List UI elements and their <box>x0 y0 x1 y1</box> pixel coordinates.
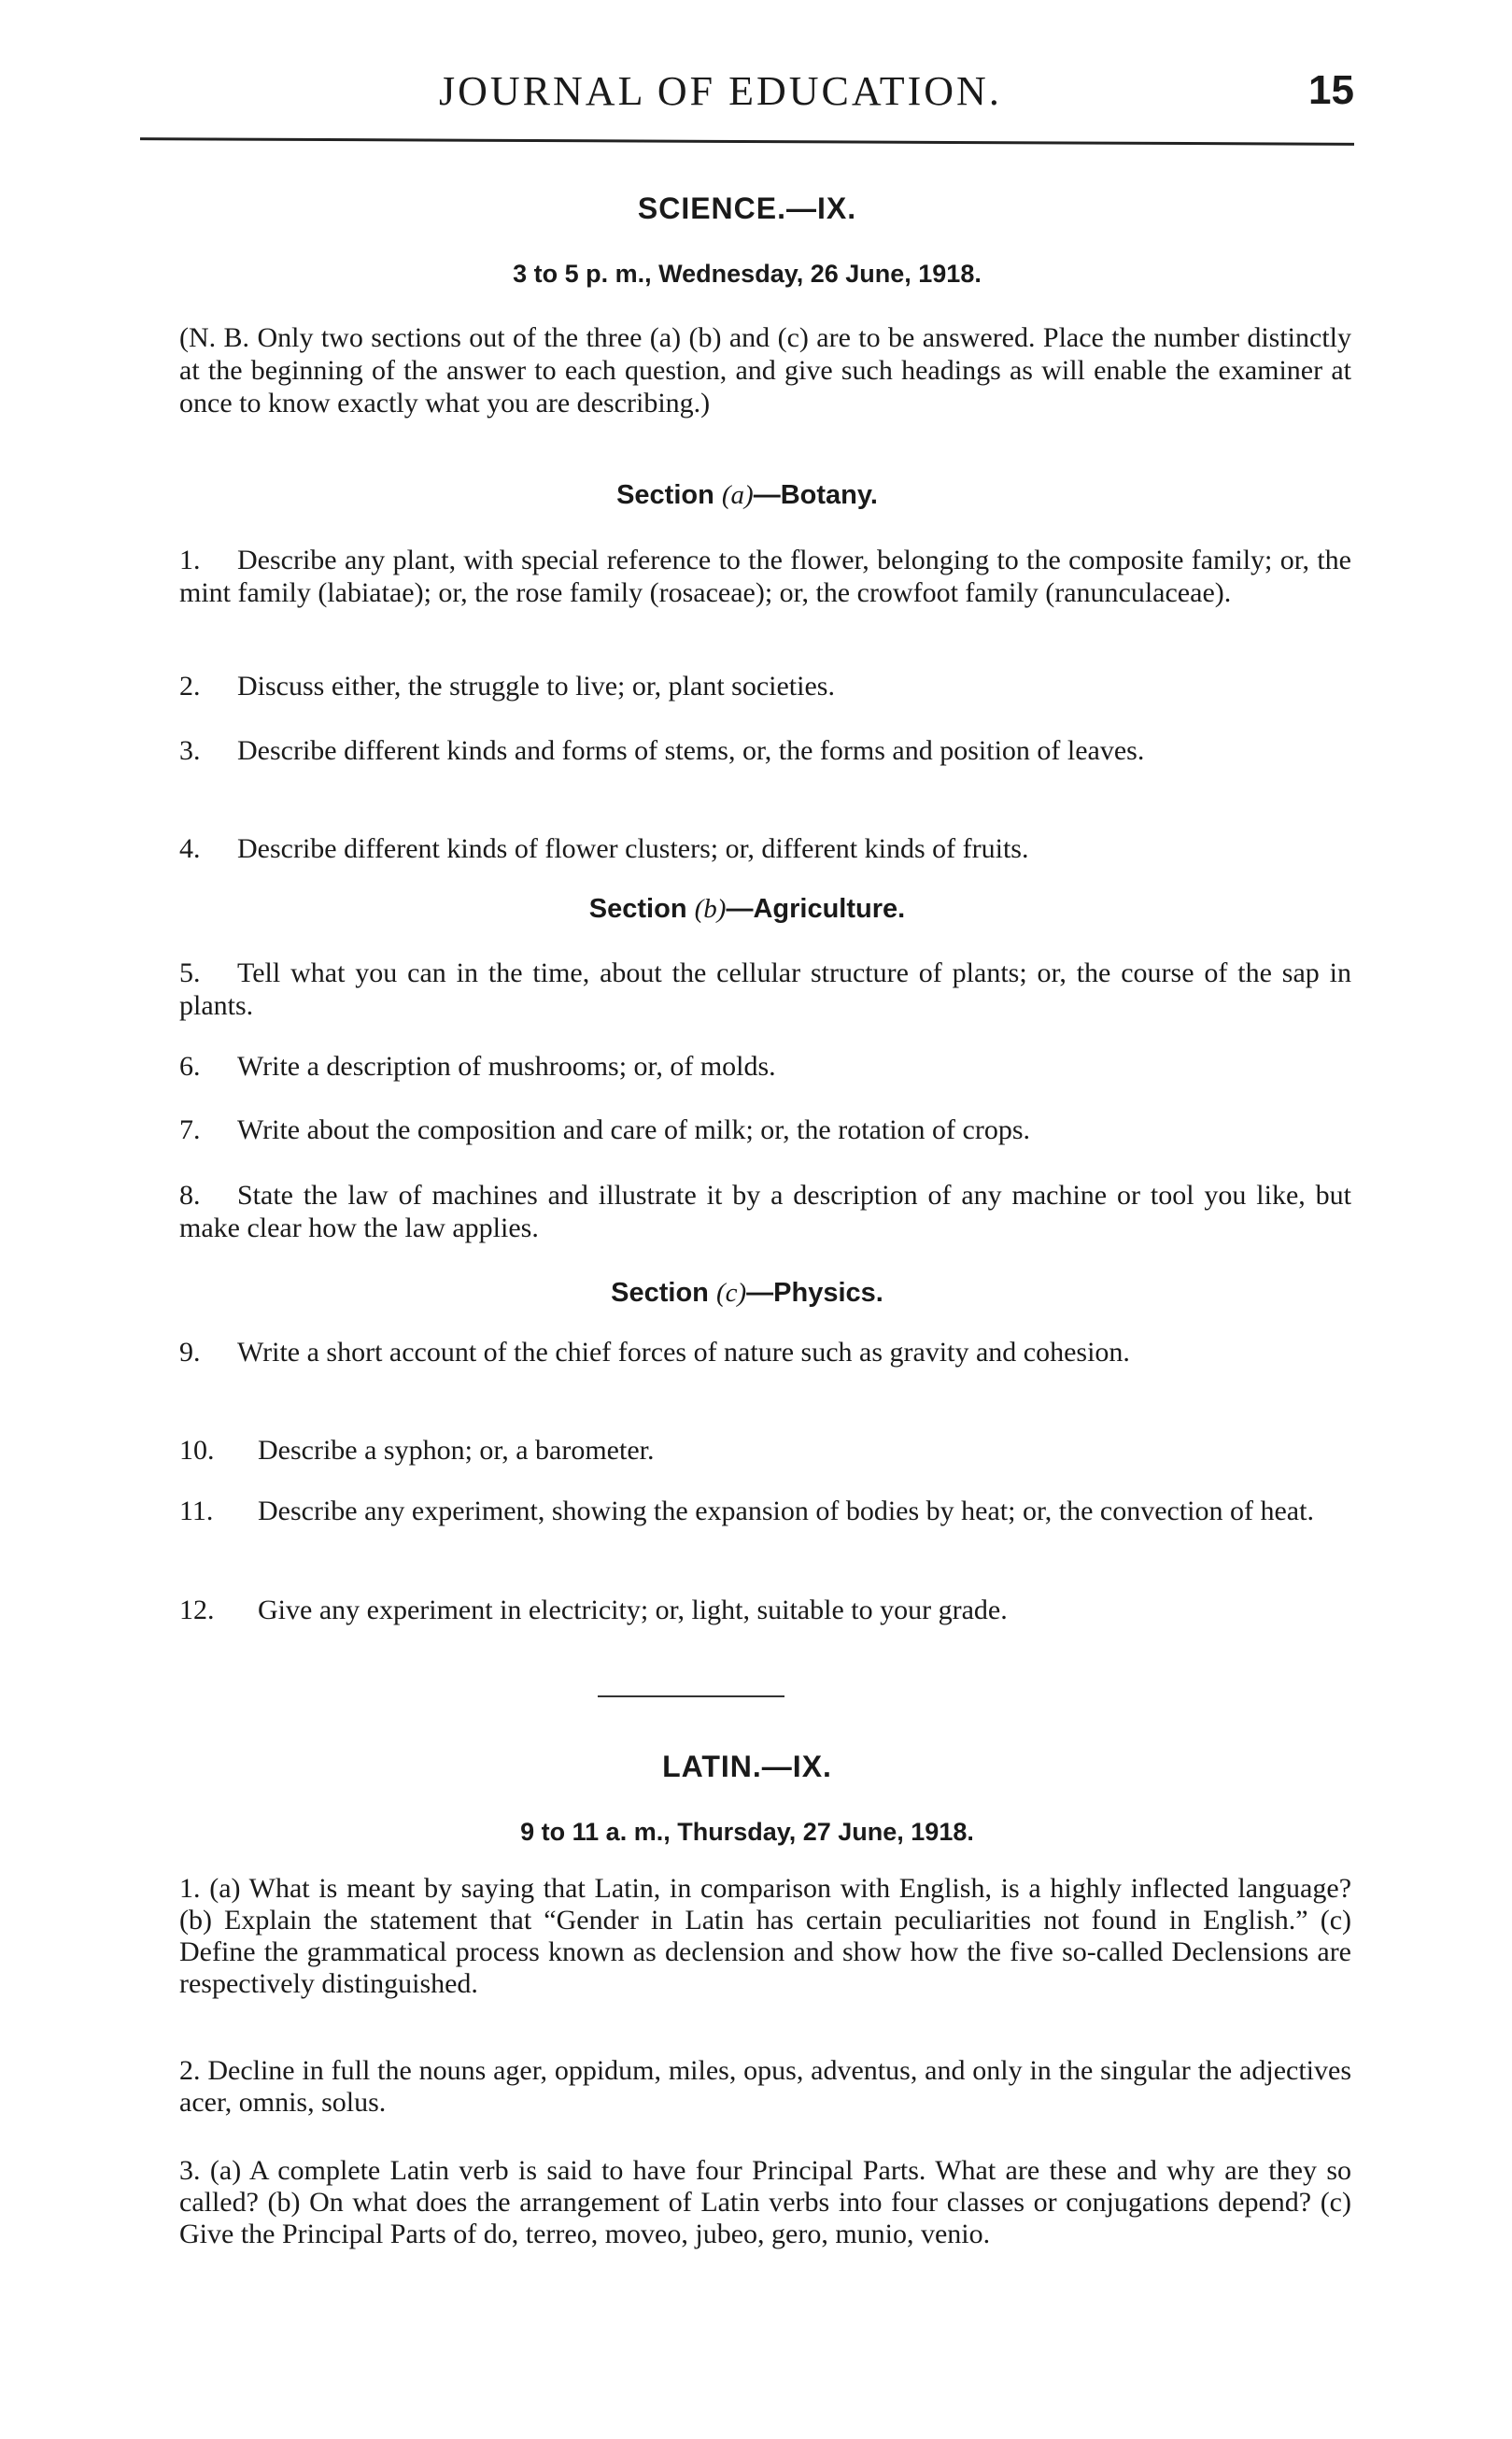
question-text: Decline in full the nouns ager, oppidum, miles, opus, adventus, and only in the singular the adjectives acer, omnis, solus. <box>179 2055 1352 2118</box>
latin-exam-time: 9 to 11 a. m., Thursday, 27 June, 1918. <box>520 1818 974 1846</box>
question-number: 11. <box>179 1496 214 1526</box>
latin-question-2 <box>179 2055 1351 2119</box>
question-5 <box>179 957 1351 1022</box>
section-b-name: —Agriculture. <box>726 894 906 924</box>
question-number: 6. <box>179 1051 201 1082</box>
question-number: 9. <box>179 1337 201 1368</box>
question-4 <box>179 832 1351 865</box>
question-number: 4. <box>179 833 201 864</box>
question-number: 2. <box>179 2055 201 2086</box>
latin-question-3 <box>179 2155 1351 2250</box>
science-instructions-note: (N. B. Only two sections out of the three (a) (b) and (c) are to be answered. Place the number distinctly at the beginning of the answer to each question, and give such headings as will enable the examiner at once to know exactly what you are describing.) <box>179 322 1351 418</box>
question-text: Discuss either, the struggle to live; or, plant societies. <box>237 671 835 702</box>
section-b-heading <box>140 894 1354 925</box>
question-2 <box>179 670 1351 702</box>
science-exam-time: 3 to 5 p. m., Wednesday, 26 June, 1918. <box>513 260 982 288</box>
question-text: (a) A complete Latin verb is said to have four Principal Parts. What are these and why are they so called? (b) On what does the arrangement of Latin verbs into four classes or conjugations depend? (c) Give the Principal Parts of do, terreo, moveo, jubeo, gero, munio, venio. <box>179 2155 1352 2249</box>
question-text: Give any experiment in electricity; or, light, suitable to your grade. <box>258 1595 1008 1625</box>
question-text: Describe any experiment, showing the expansion of bodies by heat; or, the convection of heat. <box>258 1496 1314 1526</box>
science-exam-title: SCIENCE.—IX. <box>637 191 857 225</box>
question-7 <box>179 1113 1351 1146</box>
section-a-letter: (a) <box>721 480 754 510</box>
section-b-prefix: Section <box>588 894 687 924</box>
question-text: State the law of machines and illustrate it by a description of any machine or tool you like, but make clear how the law applies. <box>179 1180 1351 1243</box>
latin-exam-title: LATIN.—IX. <box>662 1750 832 1783</box>
question-number: 8. <box>179 1180 201 1211</box>
running-head <box>140 67 1354 123</box>
question-text: Write a description of mushrooms; or, of molds. <box>237 1051 776 1082</box>
question-8 <box>179 1179 1351 1244</box>
question-6 <box>179 1050 1351 1083</box>
question-11 <box>179 1495 1351 1527</box>
section-a-name: —Botany. <box>753 480 878 510</box>
question-10 <box>179 1434 1351 1467</box>
section-c-heading <box>140 1278 1354 1309</box>
question-12 <box>179 1594 1351 1626</box>
question-number: 2. <box>179 671 201 702</box>
section-c-name: —Physics. <box>746 1278 883 1308</box>
question-number: 3. <box>179 735 201 766</box>
question-text: Tell what you can in the time, about the cellular structure of plants; or, the course of the sap in plants. <box>179 957 1351 1021</box>
question-text: Describe any plant, with special reference to the flower, belonging to the composite family; or, the mint family (labiatae); or, the rose family (rosaceae); or, the crowfoot family (ranunculaceae). <box>179 545 1351 608</box>
question-number: 3. <box>179 2155 201 2186</box>
question-9 <box>179 1336 1351 1368</box>
question-text: Describe different kinds of flower clusters; or, different kinds of fruits. <box>237 833 1029 864</box>
section-divider-rule <box>598 1695 784 1697</box>
header-rule <box>140 137 1354 146</box>
question-3 <box>179 734 1351 767</box>
question-number: 7. <box>179 1114 201 1145</box>
question-number: 5. <box>179 957 201 988</box>
question-number: 1. <box>179 1873 201 1904</box>
question-number: 10. <box>179 1435 215 1466</box>
question-number: 12. <box>179 1595 215 1625</box>
journal-title: JOURNAL OF EDUCATION. <box>439 68 1002 114</box>
section-b-letter: (b) <box>694 894 727 924</box>
question-number: 1. <box>179 545 201 575</box>
page-number: 15 <box>1308 67 1354 113</box>
section-a-prefix: Section <box>616 480 714 510</box>
question-text: Describe different kinds and forms of stems, or, the forms and position of leaves. <box>237 735 1145 766</box>
latin-question-1 <box>179 1873 1351 2000</box>
question-text: Write a short account of the chief forces of nature such as gravity and cohesion. <box>237 1337 1130 1368</box>
question-text: (a) What is meant by saying that Latin, in comparison with English, is a highly inflected language? (b) Explain the statement that “Gender in Latin has certain peculiarities not found in English.” (c) Define the grammatical process known as declension and show how the five so-called Declensions are respectively distinguished. <box>179 1873 1352 1999</box>
question-1 <box>179 544 1351 609</box>
section-c-letter: (c) <box>715 1278 747 1308</box>
question-text: Describe a syphon; or, a barometer. <box>258 1435 655 1466</box>
section-a-heading <box>140 480 1354 511</box>
section-c-prefix: Section <box>611 1278 709 1308</box>
question-text: Write about the composition and care of milk; or, the rotation of crops. <box>237 1114 1031 1145</box>
